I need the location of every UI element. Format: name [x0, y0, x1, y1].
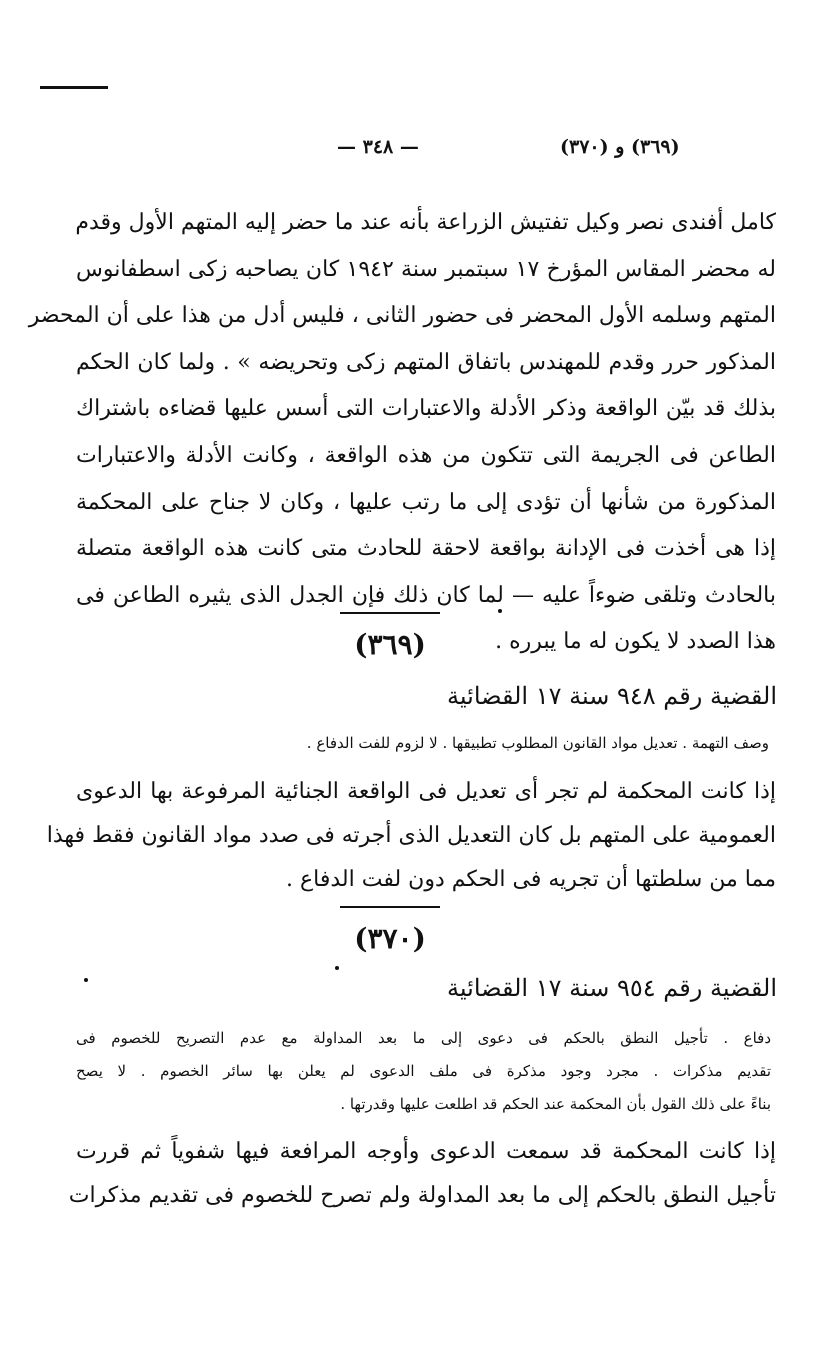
intro-paragraph: [28, 200, 776, 666]
intro-line: هذا الصدد لا يكون له ما يبرره .: [495, 629, 776, 655]
print-speck: [498, 609, 502, 613]
intro-line: المذكور حرر وقدم للمهندس باتفاق المتهم زكى وتحريضه » . ولما كان الحكم: [76, 349, 776, 375]
intro-line: إذا هى أخذت فى الإدانة بواقعة لاحقة للحادث متى كانت هذه الواقعة متصلة: [76, 536, 776, 562]
case-370-summary: [76, 1022, 771, 1121]
intro-line: المذكورة من شأنها أن تؤدى إلى ما رتب عليها ، وكان لا جناح على المحكمة: [76, 489, 776, 515]
section-divider: [340, 906, 440, 908]
intro-line: المتهم وسلمه الأول المحضر فى حضور الثانى ، فليس أدل من هذا على أن المحضر: [28, 303, 776, 329]
intro-line: بالحادث وتلقى ضوءاً عليه — لما كان ذلك فإن الجدل الذى يثيره الطاعن فى: [76, 582, 776, 608]
case-370-summary-line: تقديم مذكرات . مجرد وجود مذكرة فى ملف الدعوى لم يعلن بها سائر الخصوم . لا يصح: [76, 1062, 771, 1080]
case-370-line: إذا كانت المحكمة قد سمعت الدعوى وأوجه المرافعة فيها شفوياً ثم قررت: [76, 1139, 776, 1164]
case-370-summary-line: دفاع . تأجيل النطق بالحكم فى دعوى إلى ما بعد المداولة مع عدم التصريح للخصوم فى: [76, 1029, 771, 1047]
case-370-line: تأجيل النطق بالحكم إلى ما بعد المداولة ولم تصرح للخصوم فى تقديم مذكرات: [68, 1183, 776, 1208]
case-369-line: إذا كانت المحكمة لم تجر أى تعديل فى الواقعة الجنائية المرفوعة بها الدعوى: [76, 779, 776, 804]
case-370-body: [68, 1130, 776, 1218]
case-370-number: (٣٧٠): [354, 922, 426, 955]
case-369-body: [46, 770, 776, 902]
intro-line: بذلك قد بيّن الواقعة وذكر الأدلة والاعتبارات التى أسس عليها قضاءه باشتراك: [76, 396, 776, 422]
case-370-summary-line: بناءً على ذلك القول بأن المحكمة عند الحكم قد اطلعت عليها وقدرتها .: [340, 1095, 771, 1113]
print-speck: [335, 966, 339, 970]
corner-rule: [40, 86, 108, 89]
case-369-title: القضية رقم ٩٤٨ سنة ١٧ القضائية: [447, 682, 777, 710]
case-369-line: مما من سلطتها أن تجريه فى الحكم دون لفت الدفاع .: [286, 867, 776, 892]
case-369-number: (٣٦٩): [354, 628, 426, 661]
case-369-line: العمومية على المتهم بل كان التعديل الذى أجرته فى صدد مواد القانون فقط فهذا: [46, 823, 776, 848]
intro-line: الطاعن فى الجريمة التى تتكون من هذه الواقعة ، وكانت الأدلة والاعتبارات: [76, 442, 776, 468]
intro-line: كامل أفندى نصر وكيل تفتيش الزراعة بأنه عند ما حضر إليه المتهم الأول وقدم: [75, 210, 776, 235]
case-370-title: القضية رقم ٩٥٤ سنة ١٧ القضائية: [447, 974, 777, 1002]
page-number: — ٣٤٨ —: [337, 136, 419, 158]
intro-line: له محضر المقاس المؤرخ ١٧ سبتمبر سنة ١٩٤٢ كان يصاحبه زكى اسطفانوس: [76, 256, 776, 282]
section-divider: [340, 612, 440, 614]
case-range-header: (٣٦٩) و (٣٧٠): [560, 136, 680, 158]
print-speck: [84, 978, 88, 982]
case-369-summary: وصف التهمة . تعديل مواد القانون المطلوب تطبيقها . لا لزوم للفت الدفاع .: [306, 734, 769, 752]
